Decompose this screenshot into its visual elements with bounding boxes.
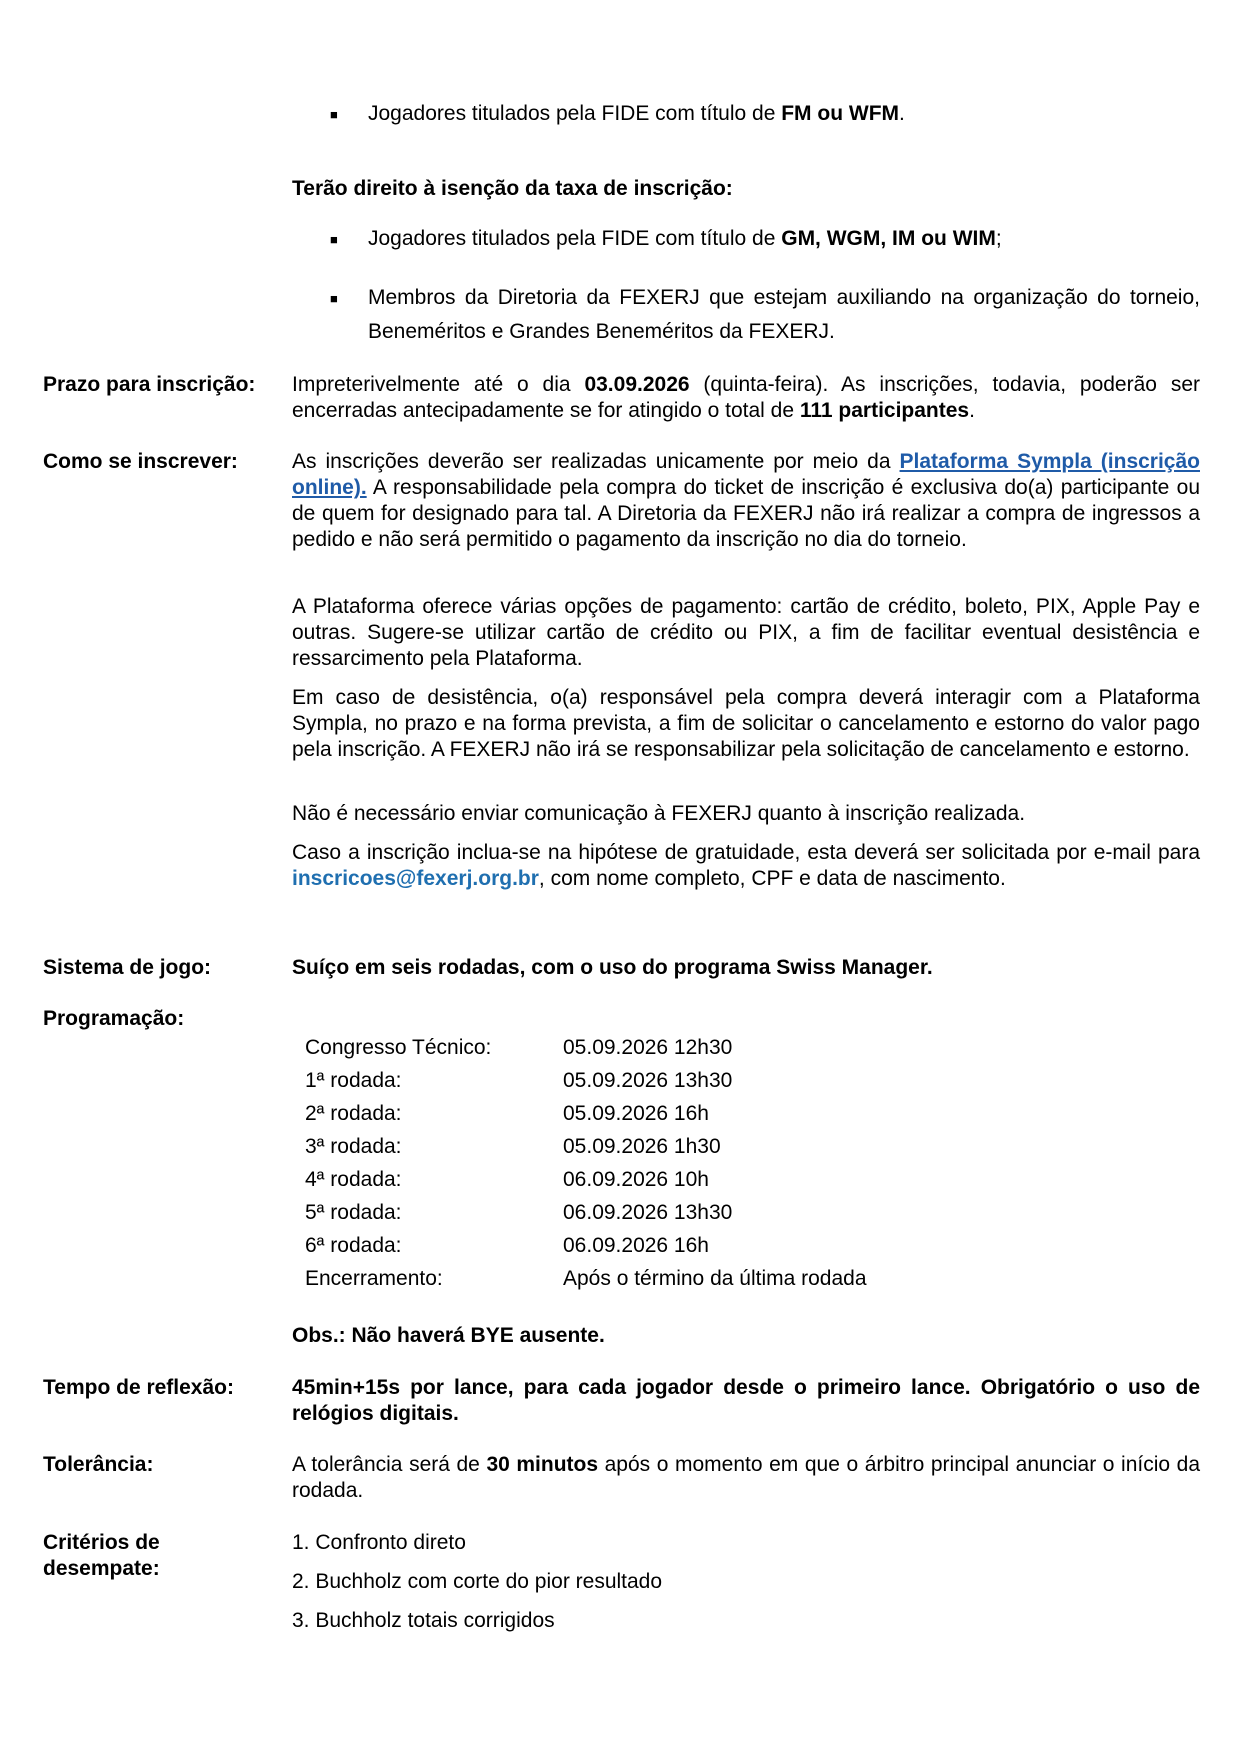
schedule-row: Encerramento: Após o término da última rodada (305, 1267, 867, 1290)
bullet-marker: ■ (330, 107, 338, 122)
criterios-item: 3. Buchholz totais corrigidos (292, 1609, 555, 1632)
exemption-heading: Terão direito à isenção da taxa de inscrição: (292, 177, 733, 200)
prazo-text: Impreterivelmente até o dia 03.09.2026 (quinta-feira). As inscrições, todavia, poderão ser encerradas antecipadamente se for atingido o total de 111 participantes. (292, 373, 1201, 422)
bullet-marker: ■ (330, 291, 338, 306)
criterios-label: Critérios de desempate: (43, 1531, 160, 1580)
schedule-table (305, 1031, 1005, 1295)
sistema-label: Sistema de jogo: (43, 956, 212, 979)
schedule-row: 3ª rodada: 05.09.2026 1h30 (305, 1135, 721, 1158)
como-paragraph-1: As inscrições deverão ser realizadas unicamente por meio da Plataforma Sympla (inscrição online). A responsabilidade pela compra do ticket de inscrição é exclusiva do(a) participante ou de quem for designado para tal. A Diretoria da FEXERJ não irá realizar a compra de ingressos a pedido e não será permitido o pagamento da inscrição no dia do torneio. (292, 450, 1200, 551)
schedule-row: 5ª rodada: 06.09.2026 13h30 (305, 1201, 733, 1224)
como-label: Como se inscrever: (43, 450, 238, 473)
schedule-row: 2ª rodada: 05.09.2026 16h (305, 1102, 709, 1125)
tolerancia-label: Tolerância: (43, 1453, 154, 1476)
sympla-link[interactable]: Plataforma Sympla (inscrição online). (292, 450, 1200, 499)
schedule-row: 6ª rodada: 06.09.2026 16h (305, 1234, 709, 1257)
tempo-label: Tempo de reflexão: (43, 1376, 234, 1399)
exemption-bullet-titled: Jogadores titulados pela FIDE com título de GM, WGM, IM ou WIM; (368, 227, 1002, 250)
email-link[interactable]: inscricoes@fexerj.org.br (292, 867, 539, 890)
como-paragraph-3: Em caso de desistência, o(a) responsável pela compra deverá interagir com a Plataforma Sympla, no prazo e na forma prevista, a fim de solicitar o cancelamento e estorno do valor pago pela inscrição. A FEXERJ não irá se responsabilizar pela solicitação de cancelamento e estorno. (292, 686, 1200, 761)
schedule-row: Congresso Técnico: 05.09.2026 12h30 (305, 1036, 733, 1059)
exemption-bullet-members: Membros da Diretoria da FEXERJ que estejam auxiliando na organização do torneio, Beneméritos e Grandes Beneméritos da FEXERJ. (368, 286, 1200, 343)
como-paragraph-5: Caso a inscrição inclua-se na hipótese de gratuidade, esta deverá ser solicitada por e-mail para inscricoes@fexerj.org.br, com nome completo, CPF e data de nascimento. (292, 841, 1200, 890)
tolerancia-value: A tolerância será de 30 minutos após o momento em que o árbitro principal anunciar o início da rodada. (292, 1453, 1200, 1502)
programacao-label: Programação: (43, 1007, 185, 1030)
sistema-value: Suíço em seis rodadas, com o uso do programa Swiss Manager. (292, 956, 933, 979)
prazo-label: Prazo para inscrição: (43, 373, 256, 396)
schedule-row: 4ª rodada: 06.09.2026 10h (305, 1168, 709, 1191)
schedule-obs: Obs.: Não haverá BYE ausente. (292, 1324, 605, 1347)
schedule-row: 1ª rodada: 05.09.2026 13h30 (305, 1069, 733, 1092)
como-paragraph-2: A Plataforma oferece várias opções de pagamento: cartão de crédito, boleto, PIX, Apple Pay e outras. Sugere-se utilizar cartão de crédito ou PIX, a fim de facilitar eventual desistência e ressarcimento pela Plataforma. (292, 595, 1200, 670)
tempo-value: 45min+15s por lance, para cada jogador desde o primeiro lance. Obrigatório o uso de relógios digitais. (292, 1376, 1200, 1425)
fm-wfm-bullet: Jogadores titulados pela FIDE com título de FM ou WFM. (368, 102, 905, 125)
criterios-item: 2. Buchholz com corte do pior resultado (292, 1570, 663, 1593)
bullet-marker: ■ (330, 232, 338, 247)
como-paragraph-4: Não é necessário enviar comunicação à FEXERJ quanto à inscrição realizada. (292, 802, 1026, 825)
criterios-item: 1. Confronto direto (292, 1531, 466, 1554)
